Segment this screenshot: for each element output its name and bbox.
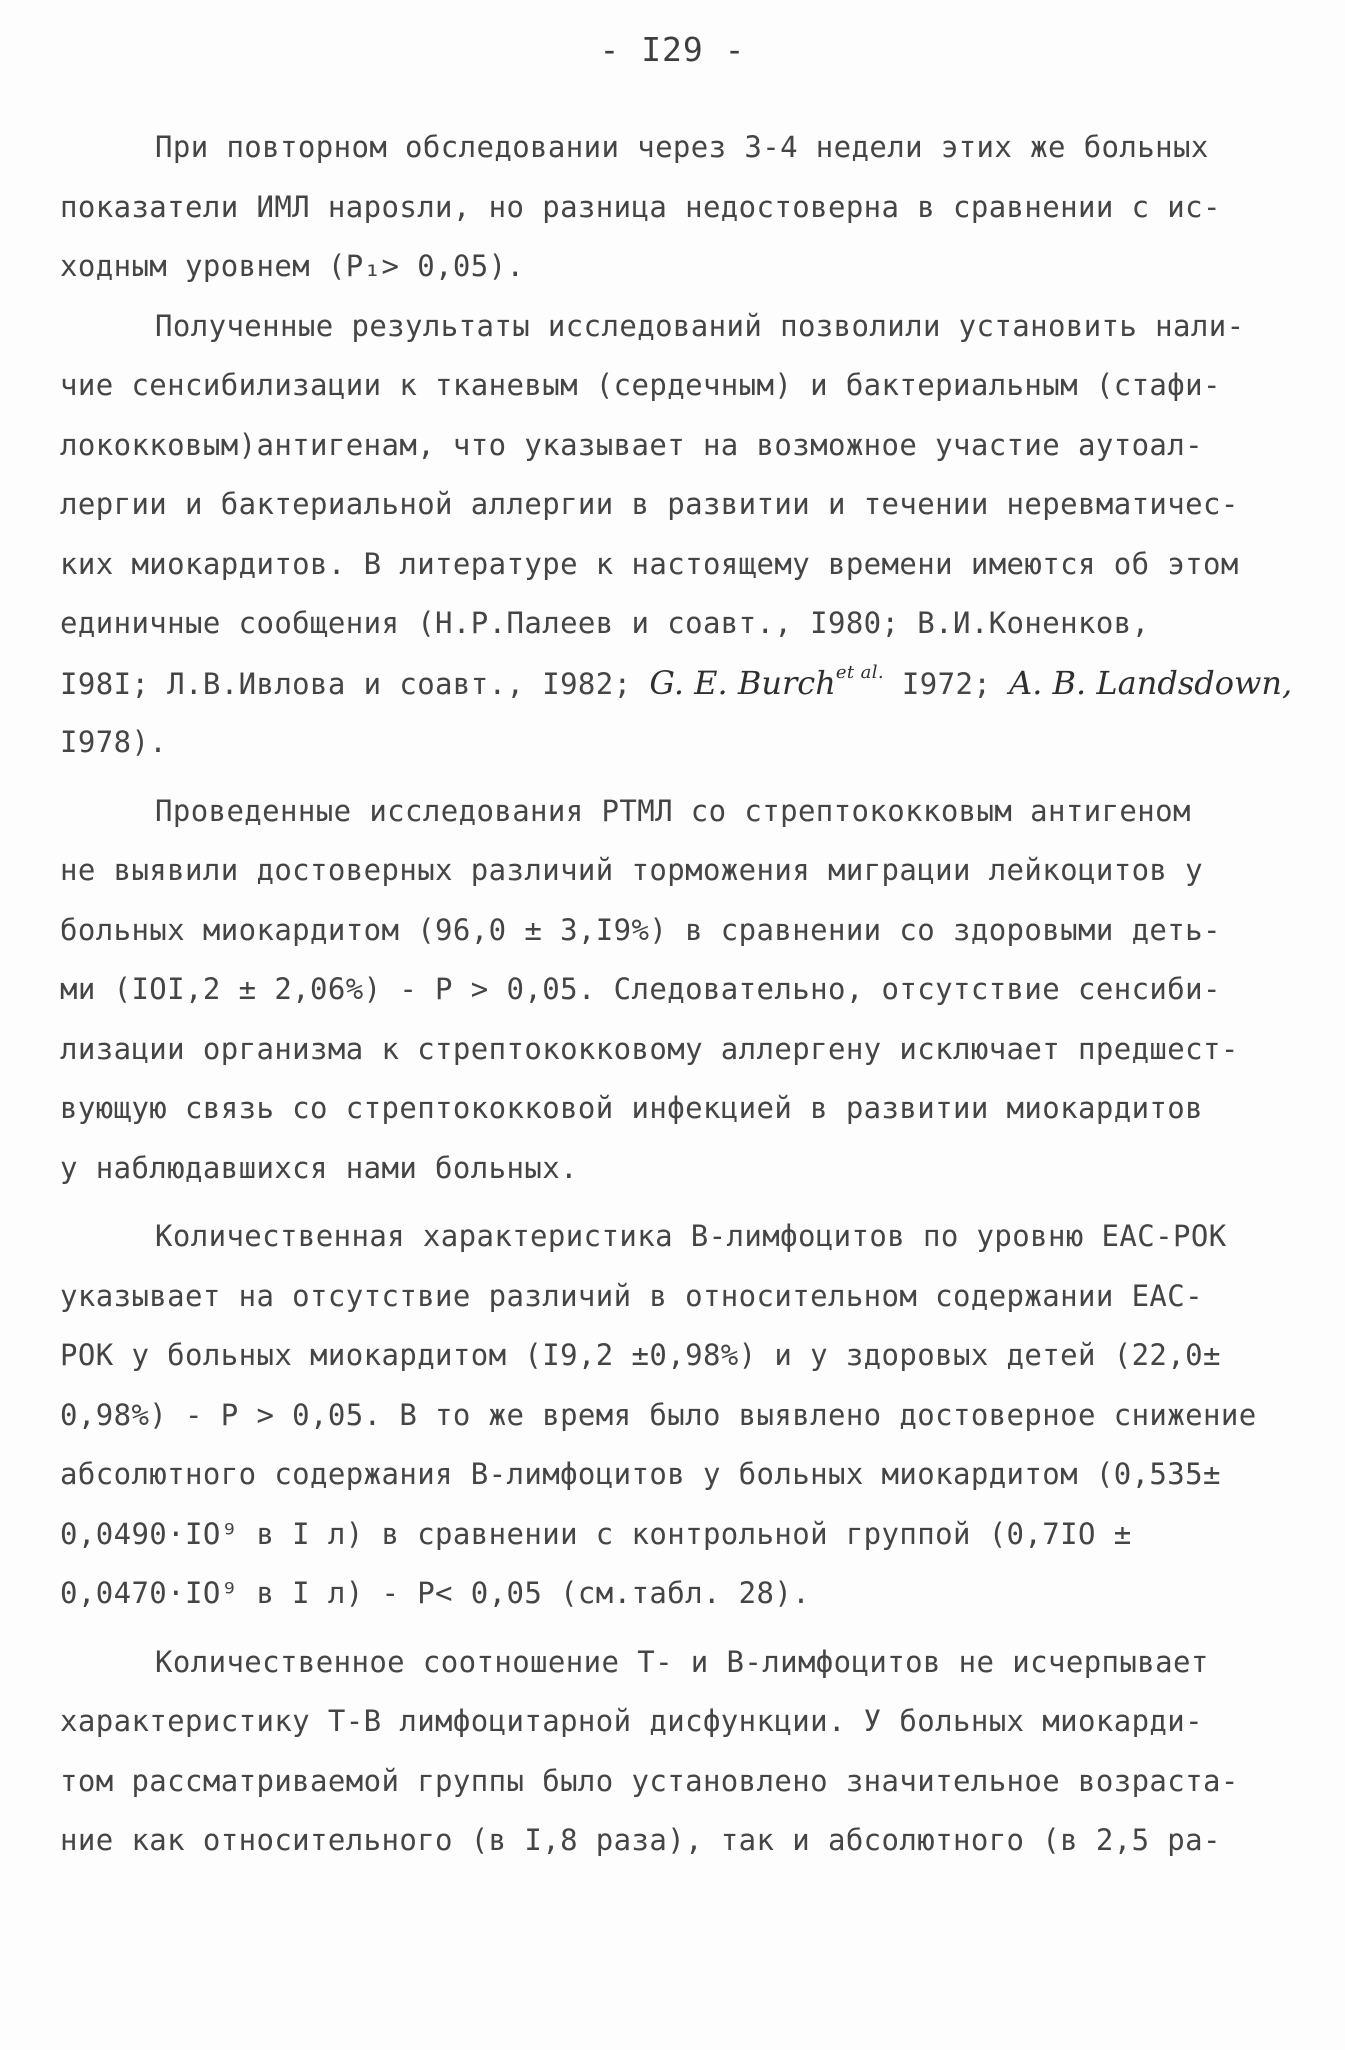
text-line: лококковым)антигенам, что указывает на возможное участие аутоал- xyxy=(60,427,1204,462)
text-line: том рассматриваемой группы было установлено значительное возраста- xyxy=(60,1763,1239,1798)
text-line: 0,0490·IO⁹ в I л) в сравнении с контрольной группой (0,7IO ± xyxy=(60,1516,1132,1551)
body-text xyxy=(60,118,1293,1871)
text-line: ких миокардитов. В литературе к настоящему времени имеются об этом xyxy=(60,546,1239,581)
text-line: ние как относительного (в I,8 раза), так и абсолютного (в 2,5 ра- xyxy=(60,1823,1221,1857)
typed-text: I98I; Л.В.Ивлова и соавт., I982; xyxy=(60,666,632,701)
handwritten-citation: A. B. Landsdown, xyxy=(1009,663,1293,702)
text-line-with-handwriting xyxy=(60,654,1293,714)
handwritten-superscript: et al. xyxy=(835,661,885,683)
text-line: показатели ИМЛ нарosли, но разница недостоверна в сравнении с ис- xyxy=(60,189,1221,224)
text-line: I978). xyxy=(60,725,168,759)
text-line: ходным уровнем (Р₁> 0,05). xyxy=(60,249,525,283)
text-line: характеристику Т-В лимфоцитарной дисфункции. У больных миокарди- xyxy=(60,1704,1204,1738)
text-line: ми (IOI,2 ± 2,06%) - Р > 0,05. Следовательно, отсутствие сенсиби- xyxy=(60,972,1221,1006)
text-line: При повторном обследовании через 3-4 недели этих же больных xyxy=(155,130,1209,164)
text-line: лергии и бактериальной аллергии в развитии и течении неревматичес- xyxy=(60,487,1239,521)
typed-text: I972; xyxy=(884,666,992,701)
text-line: лизации организма к стрептококковому аллергену исключает предшест- xyxy=(60,1031,1239,1066)
text-line: 0,0470·IO⁹ в I л) - Р< 0,05 (см.табл. 28). xyxy=(60,1576,811,1610)
text-line: указывает на отсутствие различий в относительном содержании ЕАС- xyxy=(60,1278,1204,1313)
text-line: вующую связь со стрептококковой инфекцией в развитии миокардитов xyxy=(60,1091,1204,1125)
text-line: РОК у больных миокардитом (I9,2 ±0,98%) и у здоровых детей (22,0± xyxy=(60,1338,1221,1372)
text-line: не выявили достоверных различий торможения миграции лейкоцитов у xyxy=(60,853,1204,887)
text-line: чие сенсибилизации к тканевым (сердечным) и бактериальным (стафи- xyxy=(60,368,1221,402)
text-line: у наблюдавшихся нами больных. xyxy=(60,1150,578,1185)
text-line: Количественное соотношение Т- и В-лимфоцитов не исчерпывает xyxy=(155,1644,1209,1679)
text-line: Проведенные исследования РТМЛ со стрептококковым антигеном xyxy=(155,793,1191,828)
page-number: - I29 - xyxy=(599,30,746,69)
text-line: единичные сообщения (Н.Р.Палеев и соавт., I980; В.И.Коненков, xyxy=(60,606,1150,640)
handwritten-citation: G. E. Burch xyxy=(649,663,836,702)
text-line: Полученные результаты исследований позволили установить нали- xyxy=(155,308,1245,343)
text-line: больных миокардитом (96,0 ± 3,I9%) в сравнении со здоровыми деть- xyxy=(60,912,1221,947)
text-line: Количественная характеристика В-лимфоцитов по уровню ЕАС-РОК xyxy=(155,1219,1227,1253)
text-line: абсолютного содержания В-лимфоцитов у больных миокардитом (0,535± xyxy=(60,1457,1221,1491)
text-line: 0,98%) - Р > 0,05. В то же время было выявлено достоверное снижение xyxy=(60,1397,1257,1432)
